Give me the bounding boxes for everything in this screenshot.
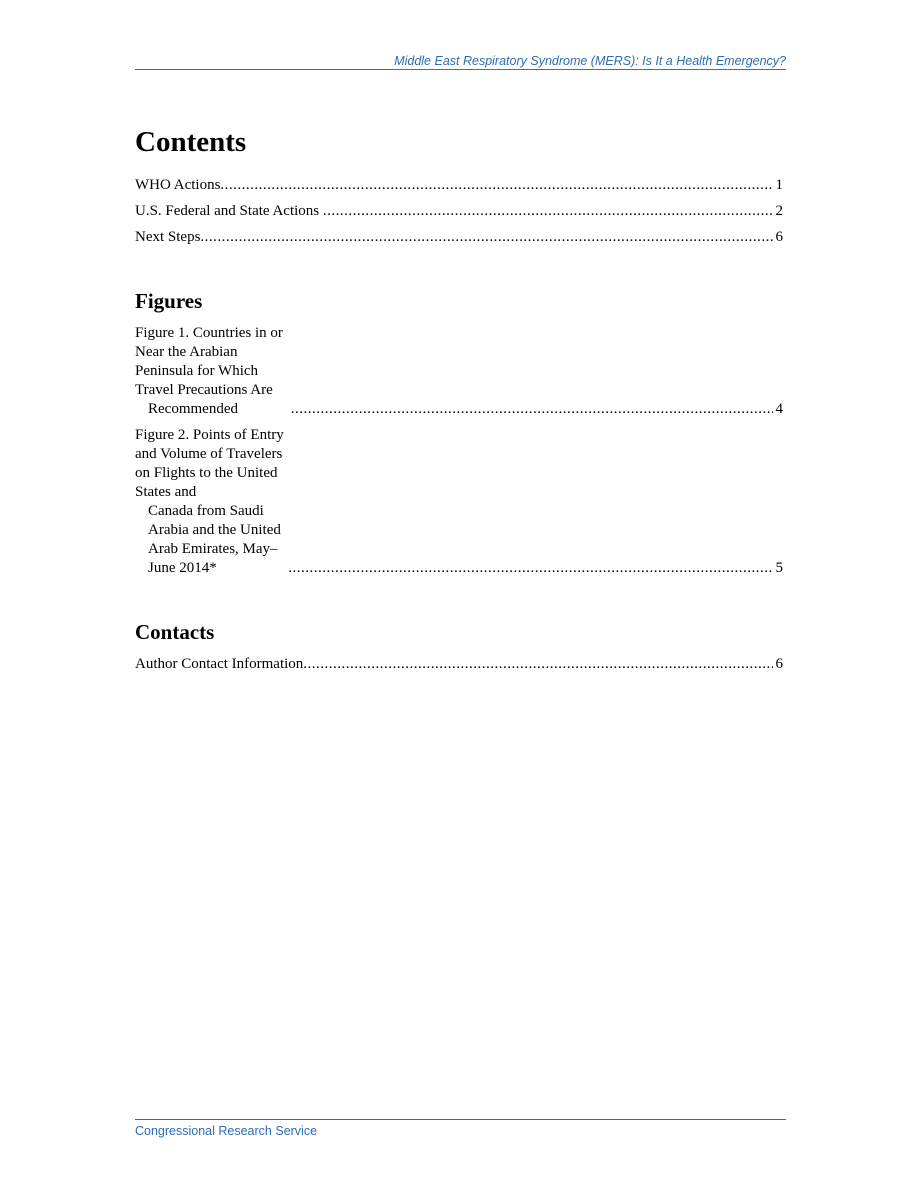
toc-page-number: 4 [775, 401, 783, 417]
toc-entry-federal-state-actions[interactable] [135, 202, 783, 221]
running-header-title: Middle East Respiratory Syndrome (MERS): Is It a Health Emergency? [394, 54, 786, 68]
running-header [135, 53, 786, 70]
footer-organization: Congressional Research Service [135, 1124, 318, 1138]
contacts-heading: Contacts [135, 620, 215, 644]
toc-entry-label: WHO Actions [135, 177, 221, 193]
toc-entry-author-contact[interactable] [135, 655, 783, 674]
toc-page-number: 6 [775, 229, 783, 245]
running-footer [135, 1119, 786, 1139]
toc-entry-figure-1[interactable] [135, 324, 783, 419]
toc-entry-label-line1: Figure 1. Countries in or Near the Arabian Peninsula for Which Travel Precautions Are [135, 325, 283, 398]
toc-entry-label: U.S. Federal and State Actions [135, 203, 320, 219]
dot-leader [288, 559, 772, 578]
toc-entry-figure-2[interactable] [135, 426, 783, 578]
toc-entry-label: Author Contact Information [135, 656, 304, 672]
toc-page-number: 2 [775, 203, 783, 219]
toc-page-number: 6 [775, 656, 783, 672]
figures-heading: Figures [135, 289, 203, 313]
table-of-contents [135, 124, 783, 681]
toc-entry-label: Next Steps [135, 229, 201, 245]
toc-entry-who-actions[interactable] [135, 176, 783, 195]
toc-entry-label-line1: Figure 2. Points of Entry and Volume of Travelers on Flights to the United States and [135, 427, 284, 500]
toc-page-number: 1 [775, 177, 783, 193]
contacts-list [135, 655, 783, 674]
dot-leader [220, 176, 772, 195]
toc-entry-label-line2: Canada from Saudi Arabia and the United Arab Emirates, May–June 2014* [148, 503, 281, 576]
toc-entry-next-steps[interactable] [135, 228, 783, 247]
contents-heading: Contents [135, 126, 247, 158]
toc-entry-label-line2: Recommended [148, 401, 238, 417]
dot-leader [291, 400, 773, 419]
dot-leader [323, 202, 773, 221]
toc-page-number: 5 [775, 560, 783, 576]
dot-leader [200, 228, 772, 247]
contents-list [135, 176, 783, 247]
dot-leader [303, 655, 772, 674]
figures-list [135, 324, 783, 578]
